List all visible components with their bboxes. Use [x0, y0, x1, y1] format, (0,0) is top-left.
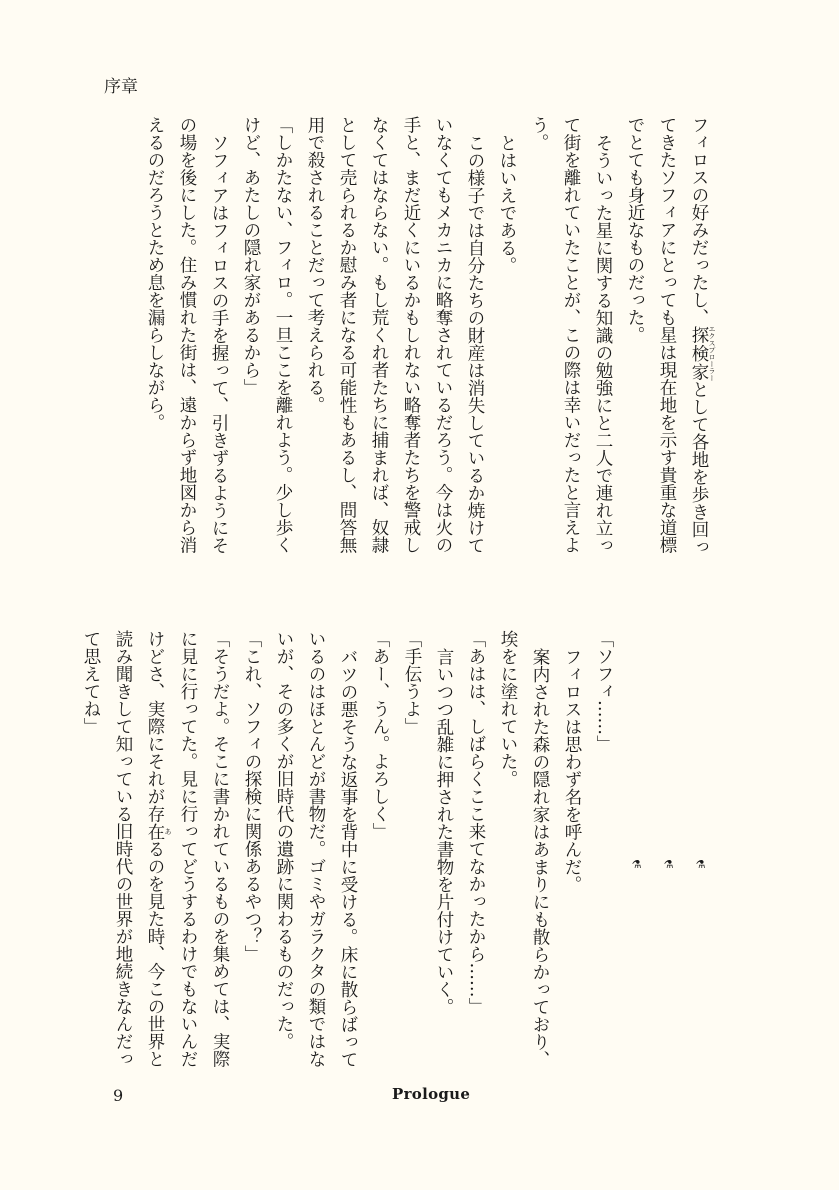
text-segment: でとても身近なものだった。 — [625, 116, 645, 344]
text-segment: なくてはならない。もし荒くれ者たちに捕まれば、奴隷 — [369, 116, 389, 554]
text-segment: フィロスの好みだったし、 — [689, 116, 709, 326]
text-segment: 「そうだよ。そこに書かれているものを集めては、実際 — [210, 630, 230, 1068]
text-segment: てきたソフィアにとっても星は現在地を示す貴重な道標 — [657, 116, 677, 554]
footer-chapter-title: Prologue — [392, 1085, 471, 1103]
text-line — [460, 630, 492, 1075]
text-segment: いるのはほとんどが書物だ。ゴミやガラクタの類ではな — [306, 630, 326, 1068]
body-text-lower — [75, 630, 716, 1075]
text-segment: るのを見た時、今この世界と — [145, 840, 165, 1068]
text-segment: バツの悪そうな返事を背中に受ける。床に散らばって — [338, 647, 358, 1068]
text-line — [268, 630, 300, 1075]
text-line — [588, 630, 620, 1075]
text-line — [555, 116, 587, 561]
text-line — [204, 630, 236, 1075]
text-line — [171, 116, 203, 561]
text-segment: けど、あたしの隠れ家があるから」 — [241, 116, 261, 396]
ruby-annotation — [689, 325, 716, 382]
running-head: 序章 — [104, 77, 138, 97]
text-line — [428, 630, 460, 1075]
text-segment: として売られるか慰み者になる可能性もあるし、問答無 — [337, 116, 357, 554]
text-line — [267, 116, 299, 561]
text-line — [300, 630, 332, 1075]
text-segment: う。 — [529, 116, 549, 151]
text-line — [139, 116, 171, 561]
body-text-upper — [139, 116, 716, 561]
text-line — [299, 116, 331, 561]
text-segment: とはいえである。 — [497, 133, 517, 274]
text-segment: ソフィアはフィロスの手を握って、引きずるようにそ — [209, 133, 229, 554]
text-segment: て街を離れていたことが、この際は幸いだったと言えよ — [561, 116, 581, 554]
text-segment: 「あー、うん。よろしく」 — [370, 630, 390, 840]
text-line — [491, 116, 523, 561]
text-line — [427, 116, 459, 561]
text-segment: 埃をに塗れていた。 — [498, 630, 518, 788]
text-line — [75, 630, 107, 1075]
text-line — [523, 116, 555, 561]
text-line — [331, 116, 363, 561]
text-segment: て思えてね」 — [81, 630, 101, 735]
text-line — [556, 630, 588, 1075]
text-line — [396, 630, 428, 1075]
alembic-icon: ⚗ — [662, 858, 675, 871]
text-segment: えるのだろうとため息を漏らしながら。 — [145, 116, 165, 431]
ruby-text: エクスプローラー — [708, 325, 716, 382]
text-segment: の場を後にした。住み慣れた街は、遠からず地図から消 — [177, 116, 197, 554]
text-segment: 言いつつ乱雑に押された書物を片付けていく。 — [434, 647, 454, 1015]
text-line — [332, 630, 364, 1075]
text-line — [459, 116, 491, 561]
text-segment: いなくてもメカニカに略奪されているだろう。今は火の — [433, 116, 453, 554]
text-segment: 「ソフィ……」 — [594, 630, 614, 753]
text-line — [492, 630, 524, 1075]
text-segment: として各地を歩き回っ — [689, 380, 709, 556]
text-line — [395, 116, 427, 561]
text-line — [364, 630, 396, 1075]
ruby-text: あ — [164, 822, 172, 840]
page-number: 9 — [113, 1086, 124, 1105]
text-segment: 用で殺されることだって考えられる。 — [305, 116, 325, 414]
alembic-icon: ⚗ — [630, 858, 643, 871]
ruby-base: 探検家 — [689, 325, 709, 382]
text-segment: 手と、まだ近くにいるかもしれない略奪者たちを警戒し — [401, 116, 421, 554]
alembic-icon: ⚗ — [694, 858, 707, 871]
text-segment: この様子では自分たちの財産は消失しているか焼けて — [465, 133, 485, 554]
section-divider — [620, 630, 716, 1075]
ruby-base: 在 — [145, 822, 165, 840]
text-line — [651, 116, 683, 561]
text-line — [683, 116, 716, 561]
text-line — [524, 630, 556, 1075]
text-segment: けどさ、実際にそれが存 — [145, 630, 165, 823]
text-segment: 「これ、ソフィの探検に関係あるやつ？」 — [242, 630, 262, 963]
text-segment: 「しかたない、フィロ。一旦ここを離れよう。少し歩く — [273, 116, 293, 554]
text-line — [107, 630, 139, 1075]
text-segment: いが、その多くが旧時代の遺跡に関わるものだった。 — [274, 630, 294, 1050]
text-segment: に見に行ってた。見に行ってどうするわけでもないんだ — [178, 630, 198, 1068]
ruby-annotation — [145, 822, 172, 841]
text-line — [172, 630, 204, 1075]
text-segment: 「手伝うよ」 — [402, 630, 422, 735]
text-segment: フィロスは思わず名を呼んだ。 — [562, 647, 582, 893]
text-segment: 読み聞きして知っている旧時代の世界が地続きなんだっ — [113, 630, 133, 1068]
text-line — [619, 116, 651, 561]
text-line — [139, 630, 172, 1075]
text-line — [203, 116, 235, 561]
text-line — [587, 116, 619, 561]
text-line — [235, 116, 267, 561]
text-line — [236, 630, 268, 1075]
text-segment: そういった星に関する知識の勉強にと二人で連れ立っ — [593, 133, 613, 554]
text-line — [363, 116, 395, 561]
text-segment: 案内された森の隠れ家はあまりにも散らかっており、 — [530, 647, 550, 1068]
text-segment: 「あはは、しばらくここ来てなかったから……」 — [466, 630, 486, 1015]
